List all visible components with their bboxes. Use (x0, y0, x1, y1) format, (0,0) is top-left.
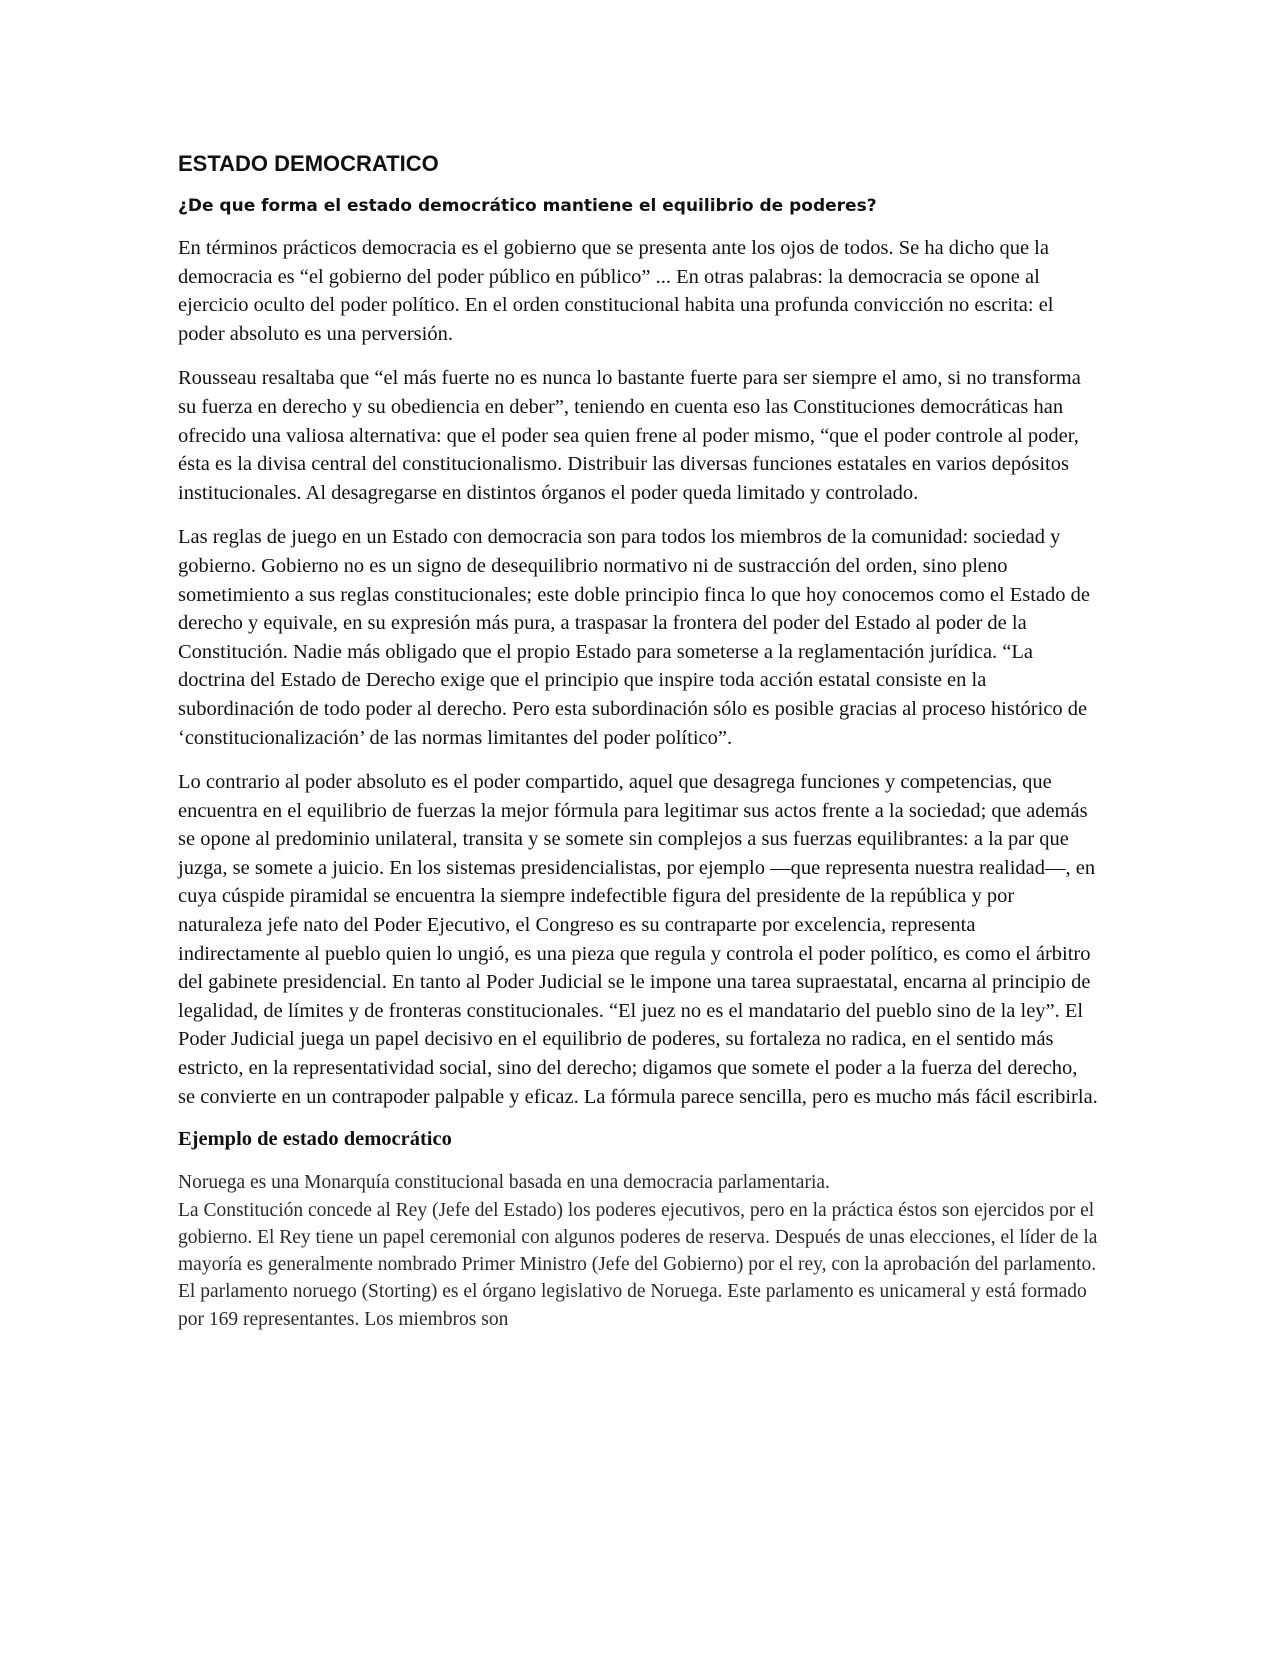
paragraph-1: En términos prácticos democracia es el gobierno que se presenta ante los ojos de todos. Se ha dicho que la democracia es “el gobierno del poder público en público” ... En otras palabras: la democracia se opone al ejercicio oculto del poder político. En el orden constitucional habita una profunda convicción no escrita: el poder absoluto es una perversión. (178, 237, 1054, 345)
example-heading: Ejemplo de estado democrático (178, 1128, 452, 1151)
document-title: ESTADO DEMOCRATICO (178, 151, 439, 176)
paragraph-4: Lo contrario al poder absoluto es el poder compartido, aquel que desagrega funciones y competencias, que encuentra en el equilibrio de fuerzas la mejor fórmula para legitimar sus actos frente a la sociedad; que además se opone al predominio unilateral, transita y se somete sin complejos a sus fuerzas equilibrantes: a la par que juzga, se somete a juicio. En los sistemas presidencialistas, por ejemplo —que representa nuestra realidad—, en cuya cúspide piramidal se encuentra la siempre indefectible figura del presidente de la república y por naturaleza jefe nato del Poder Ejecutivo, el Congreso es su contraparte por excelencia, representa indirectamente al pueblo quien lo ungió, es una pieza que regula y controla el poder político, es como el árbitro del gabinete presidencial. En tanto al Poder Judicial se le impone una tarea supraestatal, encarna al principio de legalidad, de límites y de fronteras constitucionales. “El juez no es el mandatario del pueblo sino de la ley”. El Poder Judicial juega un papel decisivo en el equilibrio de poderes, su fortaleza no radica, en el sentido más estricto, en la representatividad social, sino del derecho; digamos que somete el poder a la fuerza del derecho, se convierte en un contrapoder palpable y eficaz. La fórmula parece sencilla, pero es mucho más fácil escribirla. (178, 771, 1098, 1108)
document-subtitle: ¿De que forma el estado democrático mantiene el equilibrio de poderes? (178, 196, 877, 216)
document-content (178, 146, 1098, 1333)
example-line-2: La Constitución concede al Rey (Jefe del Estado) los poderes ejecutivos, pero en la práctica éstos son ejercidos por el gobierno. El Rey tiene un papel ceremonial con algunos poderes de reserva. Después de unas elecciones, el líder de la mayoría es generalmente nombrado Primer Ministro (Jefe del Gobierno) por el rey, con la aprobación del parlamento. El parlamento noruego (Storting) es el órgano legislativo de Noruega. Este parlamento es unicameral y está formado por 169 representantes. Los miembros son (178, 1199, 1098, 1330)
paragraph-2: Rousseau resaltaba que “el más fuerte no es nunca lo bastante fuerte para ser siempre el amo, si no transforma su fuerza en derecho y su obediencia en deber”, teniendo en cuenta eso las Constituciones democráticas han ofrecido una valiosa alternativa: que el poder sea quien frene al poder mismo, “que el poder controle al poder, ésta es la divisa central del constitucionalismo. Distribuir las diversas funciones estatales en varios depósitos institucionales. Al desagregarse en distintos órganos el poder queda limitado y controlado. (178, 367, 1081, 504)
example-block (178, 1169, 1098, 1333)
example-line-1: Noruega es una Monarquía constitucional basada en una democracia parlamentaria. (178, 1172, 830, 1194)
paragraph-3: Las reglas de juego en un Estado con democracia son para todos los miembros de la comunidad: sociedad y gobierno. Gobierno no es un signo de desequilibrio normativo ni de sustracción del orden, sino pleno sometimiento a sus reglas constitucionales; este doble principio finca lo que hoy conocemos como el Estado de derecho y equivale, en su expresión más pura, a traspasar la frontera del poder del Estado al poder de la Constitución. Nadie más obligado que el propio Estado para someterse a la reglamentación jurídica. “La doctrina del Estado de Derecho exige que el principio que inspire toda acción estatal consiste en la subordinación de todo poder al derecho. Pero esta subordinación sólo es posible gracias al proceso histórico de ‘constitucionalización’ de las normas limitantes del poder político”. (178, 526, 1091, 749)
